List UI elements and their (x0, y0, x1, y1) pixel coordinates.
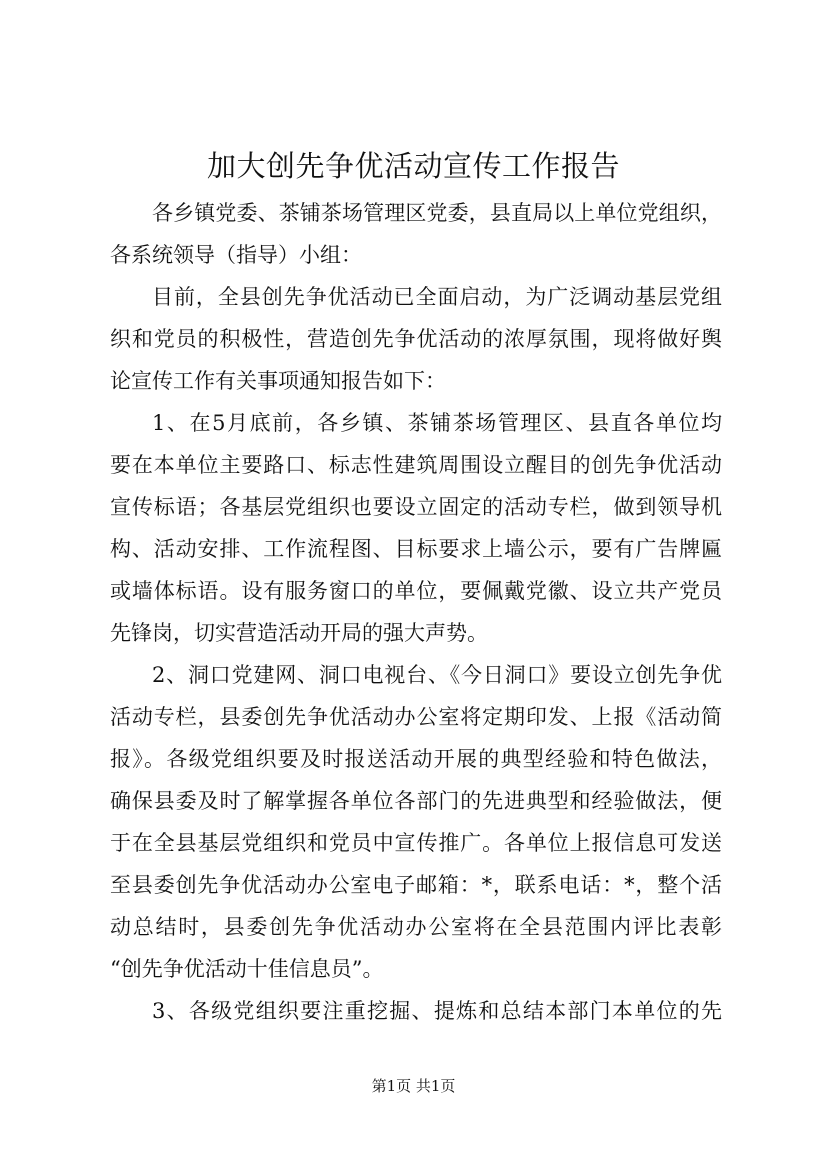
paragraph-2-line-7: 动总结时，县委创先争优活动办公室将在全县范围内评比表彰 (110, 915, 722, 939)
paragraph-1-line-6: 先锋岗，切实营造活动开局的强大声势。 (110, 621, 488, 645)
paragraph-1-line-3: 宣传标语；各基层党组织也要设立固定的活动专栏，做到领导机 (110, 495, 722, 519)
paragraph-3-line-1: 3、各级党组织要注重挖掘、提炼和总结本部门本单位的先 (152, 999, 722, 1023)
paragraph-2-line-5: 于在全县基层党组织和党员中宣传推广。各单位上报信息可发送 (110, 831, 722, 855)
paragraph-intro-line-1: 目前，全县创先争优活动已全面启动，为广泛调动基层党组 (152, 285, 722, 309)
paragraph-intro-line-3: 论宣传工作有关事项通知报告如下： (110, 369, 446, 393)
paragraph-2-line-4: 确保县委及时了解掌握各单位各部门的先进典型和经验做法，便 (110, 789, 722, 813)
paragraph-2-line-1: 2、洞口党建网、洞口电视台、《今日洞口》要设立创先争优 (152, 663, 722, 687)
salutation-line-2: 各系统领导（指导）小组： (110, 243, 362, 267)
paragraph-2-line-8: “创先争优活动十佳信息员”。 (110, 957, 384, 981)
paragraph-1-line-1: 1、在5月底前，各乡镇、茶铺茶场管理区、县直各单位均 (152, 411, 722, 435)
paragraph-2-line-2: 活动专栏，县委创先争优活动办公室将定期印发、上报《活动简 (110, 705, 722, 729)
paragraph-1-line-5: 或墙体标语。设有服务窗口的单位，要佩戴党徽、设立共产党员 (110, 579, 722, 603)
paragraph-2-line-6: 至县委创先争优活动办公室电子邮箱：*，联系电话：*，整个活 (110, 873, 722, 897)
paragraph-intro-line-2: 织和党员的积极性，营造创先争优活动的浓厚氛围，现将做好舆 (110, 327, 722, 351)
paragraph-2-line-3: 报》。各级党组织要及时报送活动开展的典型经验和特色做法， (110, 747, 722, 771)
salutation-line-1: 各乡镇党委、茶铺茶场管理区党委，县直局以上单位党组织， (152, 201, 722, 225)
document-title: 加大创先争优活动宣传工作报告 (206, 149, 620, 183)
page-footer: 第1页 共1页 (371, 1077, 456, 1095)
document-body (110, 192, 722, 1032)
paragraph-1-line-2: 要在本单位主要路口、标志性建筑周围设立醒目的创先争优活动 (110, 453, 722, 477)
paragraph-1-line-4: 构、活动安排、工作流程图、目标要求上墙公示，要有广告牌匾 (110, 537, 722, 561)
